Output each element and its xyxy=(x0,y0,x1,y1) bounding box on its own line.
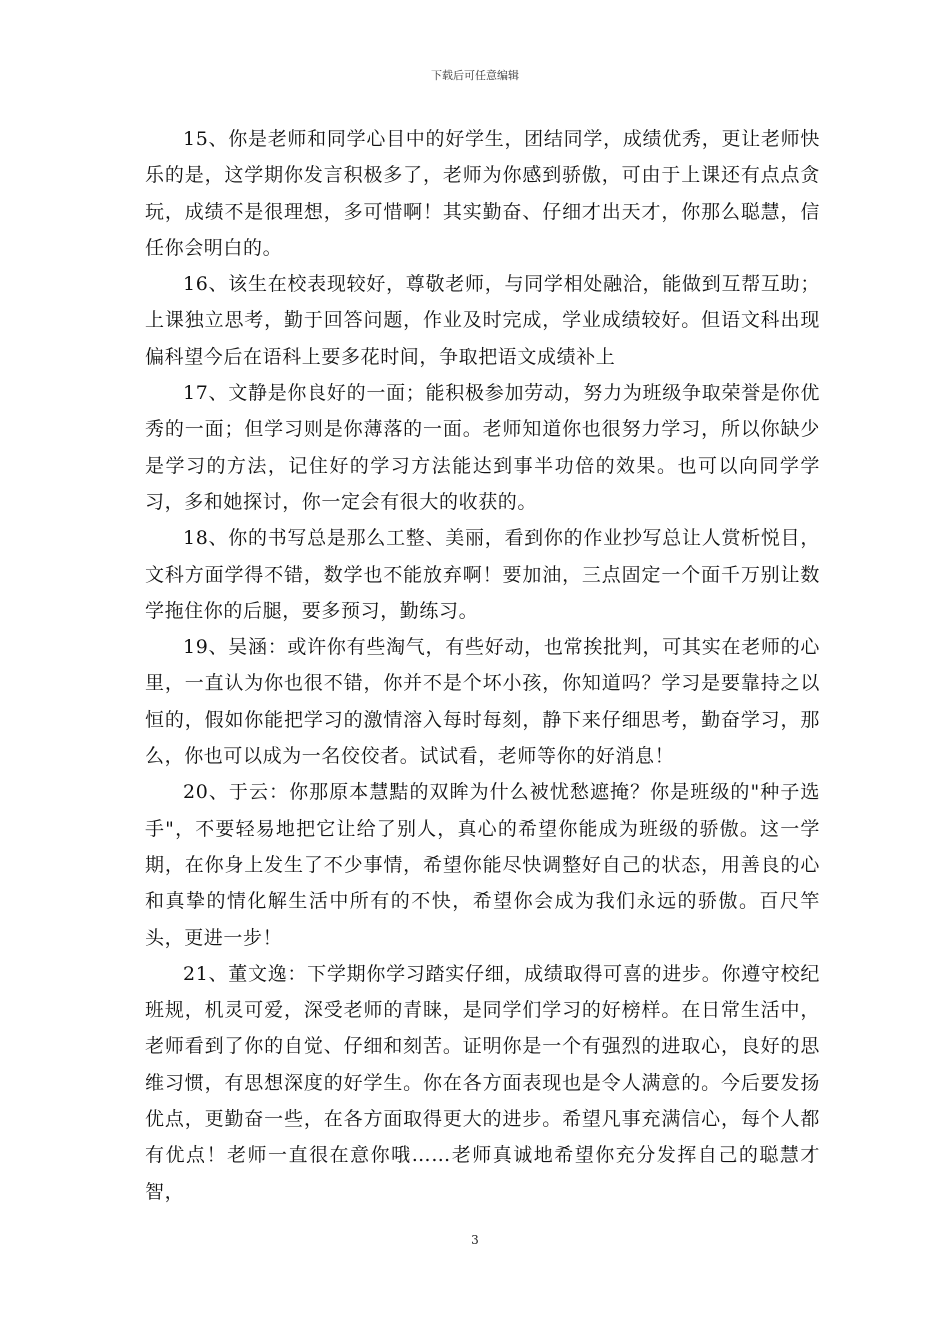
document-body xyxy=(145,121,820,1210)
paragraph-20: 20、于云：你那原本慧黠的双眸为什么被忧愁遮掩？你是班级的"种子选手"，不要轻易地把它让给了别人，真心的希望你能成为班级的骄傲。这一学期，在你身上发生了不少事情，希望你能尽快调整好自己的状态，用善良的心和真挚的情化解生活中所有的不快，希望你会成为我们永远的骄傲。百尺竿头，更进一步！ xyxy=(145,781,820,949)
page-header: 下载后可任意编辑 xyxy=(431,69,519,82)
paragraph-19: 19、吴涵：或许你有些淘气，有些好动，也常挨批判，可其实在老师的心里，一直认为你也很不错，你并不是个坏小孩，你知道吗？学习是要靠持之以恒的，假如你能把学习的激情溶入每时每刻，静下来仔细思考，勤奋学习，那么，你也可以成为一名佼佼者。试试看，老师等你的好消息！ xyxy=(145,636,820,768)
paragraph-18: 18、你的书写总是那么工整、美丽，看到你的作业抄写总让人赏析悦目，文科方面学得不错，数学也不能放弃啊！要加油，三点固定一个面千万别让数学拖住你的后腿，要多预习，勤练习。 xyxy=(145,527,820,622)
paragraph-21: 21、董文逸：下学期你学习踏实仔细，成绩取得可喜的进步。你遵守校纪班规，机灵可爱，深受老师的青睐，是同学们学习的好榜样。在日常生活中，老师看到了你的自觉、仔细和刻苦。证明你是一个有强烈的进取心，良好的思维习惯，有思想深度的好学生。你在各方面表现也是令人满意的。今后要发扬优点，更勤奋一些，在各方面取得更大的进步。希望凡事充满信心，每个人都有优点！老师一直很在意你哦……老师真诚地希望你充分发挥自己的聪慧才智， xyxy=(145,962,820,1203)
paragraph-16: 16、该生在校表现较好，尊敬老师，与同学相处融洽，能做到互帮互助；上课独立思考，勤于回答问题，作业及时完成，学业成绩较好。但语文科出现偏科望今后在语科上要多花时间，争取把语文成绩补上 xyxy=(145,273,820,368)
paragraph-17: 17、文静是你良好的一面；能积极参加劳动，努力为班级争取荣誉是你优秀的一面；但学习则是你薄落的一面。老师知道你也很努力学习，所以你缺少是学习的方法，记住好的学习方法能达到事半功倍的效果。也可以向同学学习，多和她探讨，你一定会有很大的收获的。 xyxy=(145,382,820,513)
page-number: 3 xyxy=(471,1233,479,1247)
paragraph-15: 15、你是老师和同学心目中的好学生，团结同学，成绩优秀，更让老师快乐的是，这学期你发言积极多了，老师为你感到骄傲，可由于上课还有点点贪玩，成绩不是很理想，多可惜啊！其实勤奋、仔细才出天才，你那么聪慧，信任你会明白的。 xyxy=(145,128,820,259)
